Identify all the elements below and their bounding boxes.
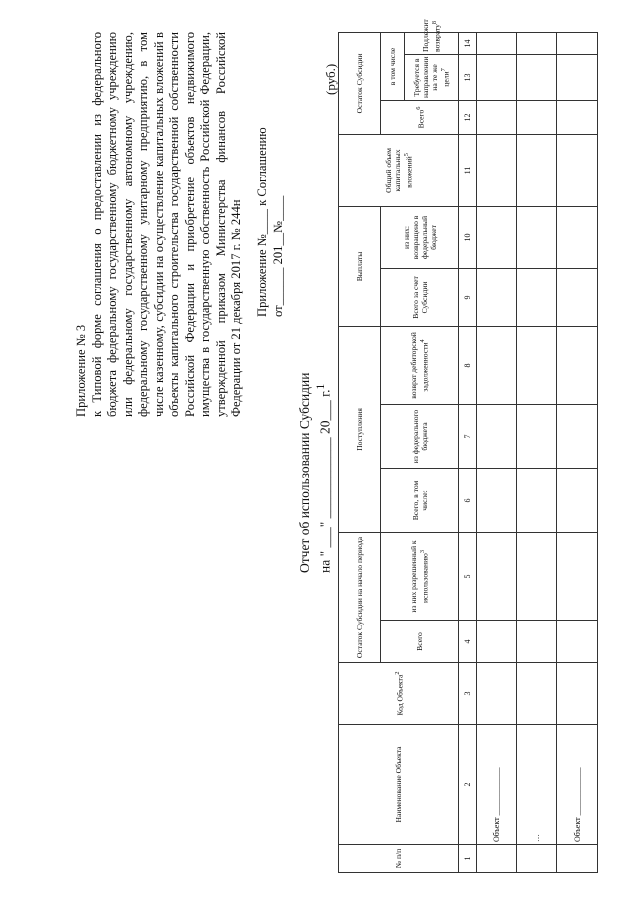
report-date-line bbox=[313, 373, 334, 574]
row-number-cell bbox=[557, 845, 598, 873]
report-table bbox=[338, 19, 598, 873]
data-cell bbox=[557, 533, 598, 621]
column-number: 7 bbox=[459, 405, 477, 469]
data-cell bbox=[477, 32, 517, 54]
column-number: 8 bbox=[459, 326, 477, 404]
data-cell bbox=[477, 268, 517, 326]
header-income-return bbox=[381, 326, 459, 404]
data-cell bbox=[517, 469, 557, 533]
header-rem-total-text: Всего bbox=[416, 109, 426, 129]
data-cell bbox=[517, 206, 557, 268]
header-income-return-footnote: 4 bbox=[419, 339, 427, 343]
data-cell bbox=[517, 663, 557, 725]
header-rem-required-footnote: 7 bbox=[440, 68, 448, 72]
table-row bbox=[517, 32, 557, 872]
data-cell bbox=[517, 268, 557, 326]
column-number: 14 bbox=[459, 32, 477, 54]
column-number: 5 bbox=[459, 533, 477, 621]
data-cell bbox=[557, 134, 598, 206]
header-rem-total-footnote: 6 bbox=[414, 106, 422, 110]
header-total-volume bbox=[339, 134, 459, 206]
header-object-code-text: Код Объекта bbox=[395, 674, 405, 716]
data-cell bbox=[557, 206, 598, 268]
data-cell bbox=[557, 326, 598, 404]
header-start-allowed-text: из них разрешенный к использованию bbox=[409, 540, 430, 613]
header-rem-return-text: Подлежит возврату bbox=[421, 19, 442, 52]
header-total-volume-text: Общий объем капитальных вложений bbox=[383, 148, 414, 193]
data-cell bbox=[477, 134, 517, 206]
header-pay-returned: из них: возвращено в федеральный бюджет bbox=[381, 206, 459, 268]
appendix-title: Приложение № 3 bbox=[74, 324, 88, 417]
row-object-name: … bbox=[517, 725, 557, 845]
data-cell bbox=[477, 469, 517, 533]
header-income-total: Всего, в том числе: bbox=[381, 469, 459, 533]
column-number: 9 bbox=[459, 268, 477, 326]
data-cell bbox=[517, 32, 557, 54]
header-rem-return bbox=[405, 19, 459, 54]
data-cell bbox=[557, 32, 598, 54]
header-rem-return-footnote: 8 bbox=[431, 20, 439, 25]
appendix-text: к Типовой форме соглашения о предоставлении из федерального бюджета федеральному государственному бюджетному учреждению или федеральному государственному автономному учреждению, федеральному государственному унитарному предприятию, в том числе казенному, субсидии на осуществление капитальных вложений в объекты капитального строительства государственной собственности Российской Федерации и приобретение объектов недвижимого имущества в государственную собственность Российской Федерации, утвержденной приказом Министерства финансов Российской Федерации от 21 декабря 2017 г. № 244н bbox=[89, 32, 243, 417]
row-object-name: Объект ____________ bbox=[557, 725, 598, 845]
data-cell bbox=[477, 405, 517, 469]
report-date-text: на " ___" ____________ 20___ г. bbox=[317, 389, 333, 573]
data-cell bbox=[557, 405, 598, 469]
header-start-balance: Остаток Субсидии на начало периода bbox=[339, 533, 381, 663]
header-start-allowed bbox=[381, 533, 459, 621]
column-number: 2 bbox=[459, 725, 477, 845]
header-total-volume-footnote: 5 bbox=[402, 153, 410, 157]
row-number-cell bbox=[477, 845, 517, 873]
data-cell bbox=[477, 621, 517, 663]
data-cell bbox=[477, 326, 517, 404]
header-income-return-text: возврат дебиторской задолженности bbox=[409, 332, 430, 399]
report-date-footnote: 1 bbox=[315, 383, 327, 390]
report-header bbox=[296, 373, 334, 574]
data-cell bbox=[477, 533, 517, 621]
column-number: 6 bbox=[459, 469, 477, 533]
row-object-name: Объект ____________ bbox=[477, 725, 517, 845]
header-num: № п/п bbox=[339, 845, 459, 873]
header-row-1 bbox=[339, 32, 381, 872]
data-cell bbox=[557, 469, 598, 533]
header-payments: Выплаты bbox=[339, 206, 381, 326]
agreement-reference bbox=[254, 127, 286, 317]
data-cell bbox=[517, 621, 557, 663]
data-cell bbox=[557, 100, 598, 134]
row-number-cell bbox=[517, 845, 557, 873]
header-income: Поступления bbox=[339, 326, 381, 532]
column-number: 11 bbox=[459, 134, 477, 206]
column-number: 13 bbox=[459, 54, 477, 100]
table-row bbox=[557, 32, 598, 872]
header-rem-incl: в том числе bbox=[381, 32, 405, 100]
data-cell bbox=[517, 533, 557, 621]
agreement-line-1: Приложение №____ к Соглашению bbox=[255, 127, 269, 317]
header-rem-required-text: Требуется в направлении на те же цели bbox=[412, 56, 451, 98]
data-cell bbox=[517, 326, 557, 404]
table-row bbox=[477, 32, 517, 872]
header-start-total: Всего bbox=[381, 621, 459, 663]
column-number: 12 bbox=[459, 100, 477, 134]
column-number: 4 bbox=[459, 621, 477, 663]
data-cell bbox=[517, 100, 557, 134]
column-number: 1 bbox=[459, 845, 477, 873]
header-pay-total: Всего за счет Субсидии bbox=[381, 268, 459, 326]
column-number: 10 bbox=[459, 206, 477, 268]
header-remainder: Остаток Субсидии bbox=[339, 32, 381, 134]
header-income-federal: из федерального бюджета bbox=[381, 405, 459, 469]
data-cell bbox=[517, 134, 557, 206]
appendix-block bbox=[74, 32, 245, 417]
data-cell bbox=[557, 54, 598, 100]
column-number-row bbox=[459, 32, 477, 872]
header-object-code-footnote: 2 bbox=[393, 671, 401, 675]
column-number: 3 bbox=[459, 663, 477, 725]
agreement-line-2: от______ 201__№____ bbox=[271, 195, 285, 317]
data-cell bbox=[477, 663, 517, 725]
header-object-name: Наименование Объекта bbox=[339, 725, 459, 845]
data-cell bbox=[477, 54, 517, 100]
header-start-allowed-footnote: 3 bbox=[419, 549, 427, 554]
data-cell bbox=[557, 663, 598, 725]
data-cell bbox=[557, 268, 598, 326]
data-cell bbox=[477, 206, 517, 268]
data-cell bbox=[517, 405, 557, 469]
header-rem-required bbox=[405, 54, 459, 100]
header-object-code bbox=[339, 663, 459, 725]
report-title: Отчет об использовании Субсидии bbox=[297, 372, 312, 573]
data-cell bbox=[557, 621, 598, 663]
header-rem-total bbox=[381, 100, 459, 134]
currency-unit: (руб.) bbox=[323, 63, 338, 95]
data-cell bbox=[477, 100, 517, 134]
data-cell bbox=[517, 54, 557, 100]
